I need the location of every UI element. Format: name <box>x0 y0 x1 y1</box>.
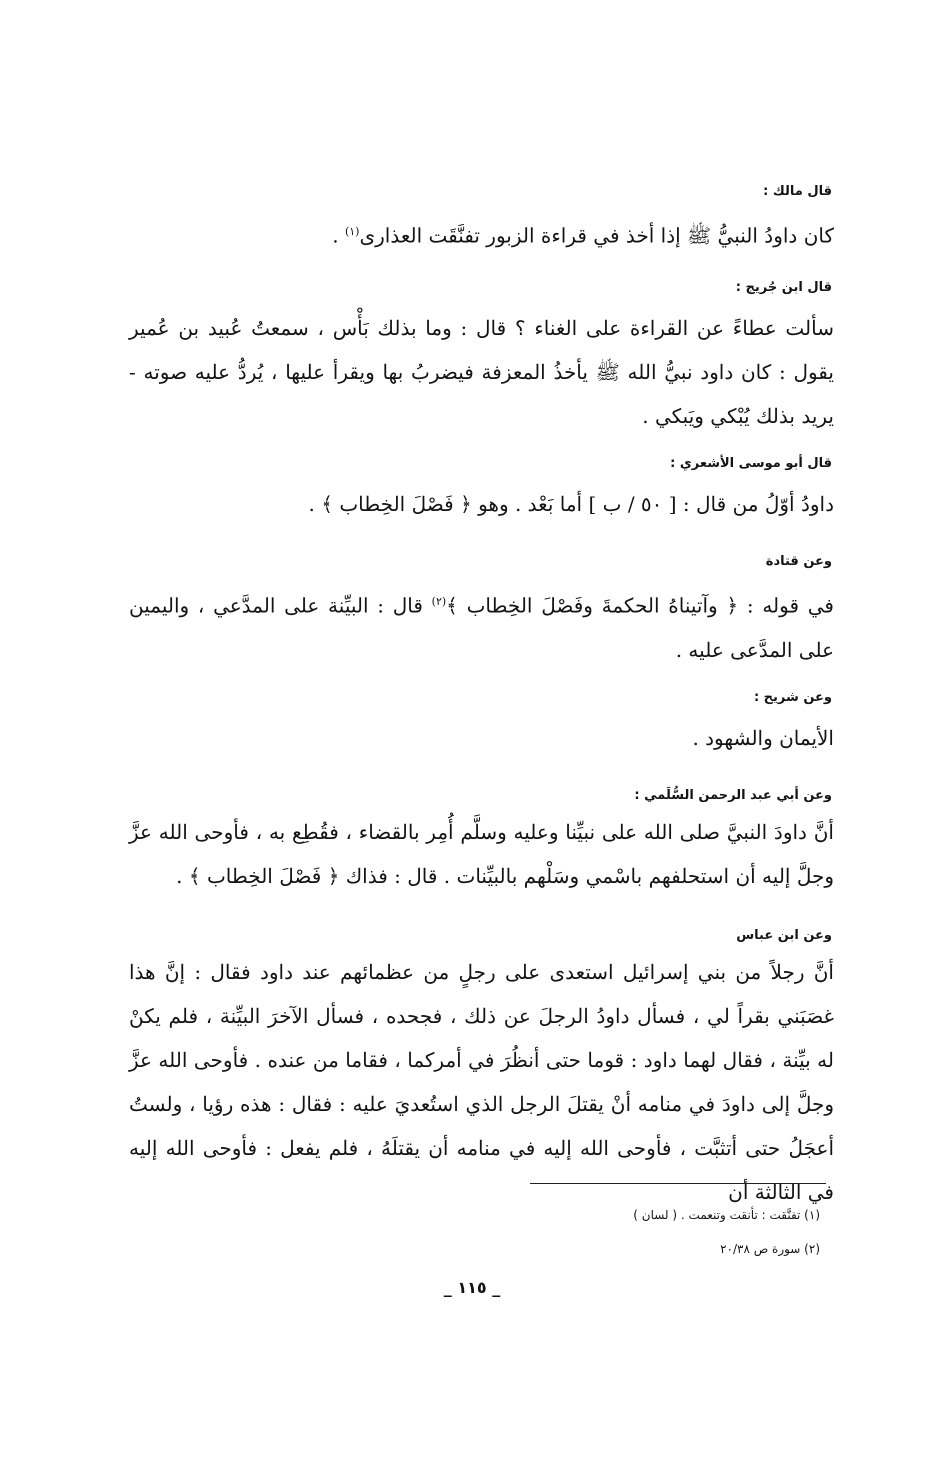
section-text-malik <box>129 210 834 258</box>
paragraph-text: أنَّ رجلاً من بني إسرائيل استعدى على رجلٍ من عظمائهم عند داود فقال : إنَّ هذا غصَبَني بقراً لي ، فسأل داودُ الرجلَ عن ذلك ، فجحده ، فسأل الآخرَ البيِّنة ، فلم يكنْ له بيِّنة ، فقال لهما داود : قوما حتى أنظُرَ في أمركما ، فقاما من عنده . فأوحى الله عزَّ وجلَّ إلى داودَ في منامه أنْ يقتلَ الرجل الذي استُعديَ عليه : فقال : هذه رؤيا ، ولستُ أعجَلُ حتى أتثبَّت ، فأوحى الله إليه في منامه أن يقتلَهُ ، فلم يفعل : فأوحى الله إليه في الثالثة أن <box>129 960 834 1204</box>
paragraph-text: الأيمان والشهود . <box>692 726 834 750</box>
section-text-abu-abd-al-rahman <box>129 810 834 898</box>
section-heading-ibn-abbas: وعن ابن عباس <box>736 928 832 943</box>
paragraph-text: داودُ أوّلُ من قال : [ ٥٠ / ب ] أما بَعْد . وهو ﴿ فَصْلَ الخِطاب ﴾ . <box>308 492 834 516</box>
footnote-1: (١) تفنَّقت : تأنقت وتنعمت . ( لسان ) <box>633 1208 820 1222</box>
paragraph-text: أنَّ داودَ النبيَّ صلى الله على نبيِّنا وعليه وسلَّم أُمِر بالقضاء ، فقُطِع به ، فأوحى الله عزَّ وجلَّ إليه أن استحلفهم باسْمي وسَلْهم بالبيِّنات . قال : فذاك ﴿ فَصْلَ الخِطاب ﴾ . <box>129 820 834 888</box>
section-heading-malik: قال مالك : <box>763 184 832 199</box>
section-text-abu-musa <box>129 482 834 526</box>
page-number: _ ١١٥ _ <box>443 1278 501 1297</box>
section-heading-abu-abd-al-rahman: وعن أبي عبد الرحمن السُّلَمي : <box>634 788 832 803</box>
section-heading-ibn-jurayj: قال ابن جُريج : <box>735 280 832 295</box>
paragraph-text: سألت عطاءً عن القراءة على الغناء ؟ قال : وما بذلك بَأْس ، سمعتُ عُبيد بن عُمير يقول : كان داود نبيُّ الله ﷺ يأخذُ المعزفة فيضربُ بها ويقرأ عليها ، يُردُّ عليه صوته - يريد بذلك يُبْكي ويَبكي . <box>129 316 834 428</box>
paragraph-tail: . <box>332 223 345 248</box>
section-heading-shurayh: وعن شريح : <box>753 690 832 705</box>
section-heading-abu-musa: قال أبو موسى الأشعري : <box>670 456 832 471</box>
paragraph-tail: قال : البيِّنة على المدَّعي ، واليمين على المدَّعى عليه . <box>129 593 834 662</box>
section-text-ibn-jurayj <box>129 306 834 438</box>
footnote-marker: (١) <box>344 225 360 238</box>
paragraph-text: في قوله : ﴿ وآتيناهُ الحكمةَ وفَصْلَ الخِطاب ﴾ <box>446 593 834 618</box>
footnote-separator <box>530 1183 826 1184</box>
section-heading-qatada: وعن قتادة <box>765 554 832 569</box>
section-text-qatada <box>129 580 834 672</box>
section-text-ibn-abbas <box>129 950 834 1214</box>
footnote-marker: (٢) <box>431 595 447 608</box>
paragraph-text: كان داودُ النبيُّ ﷺ إذا أخذ في قراءة الزبور تفنَّقَت العذارى <box>359 223 834 248</box>
footnote-2: (٢) سورة ص ٢٠/٣٨ <box>720 1242 820 1256</box>
section-text-shurayh <box>129 716 834 760</box>
